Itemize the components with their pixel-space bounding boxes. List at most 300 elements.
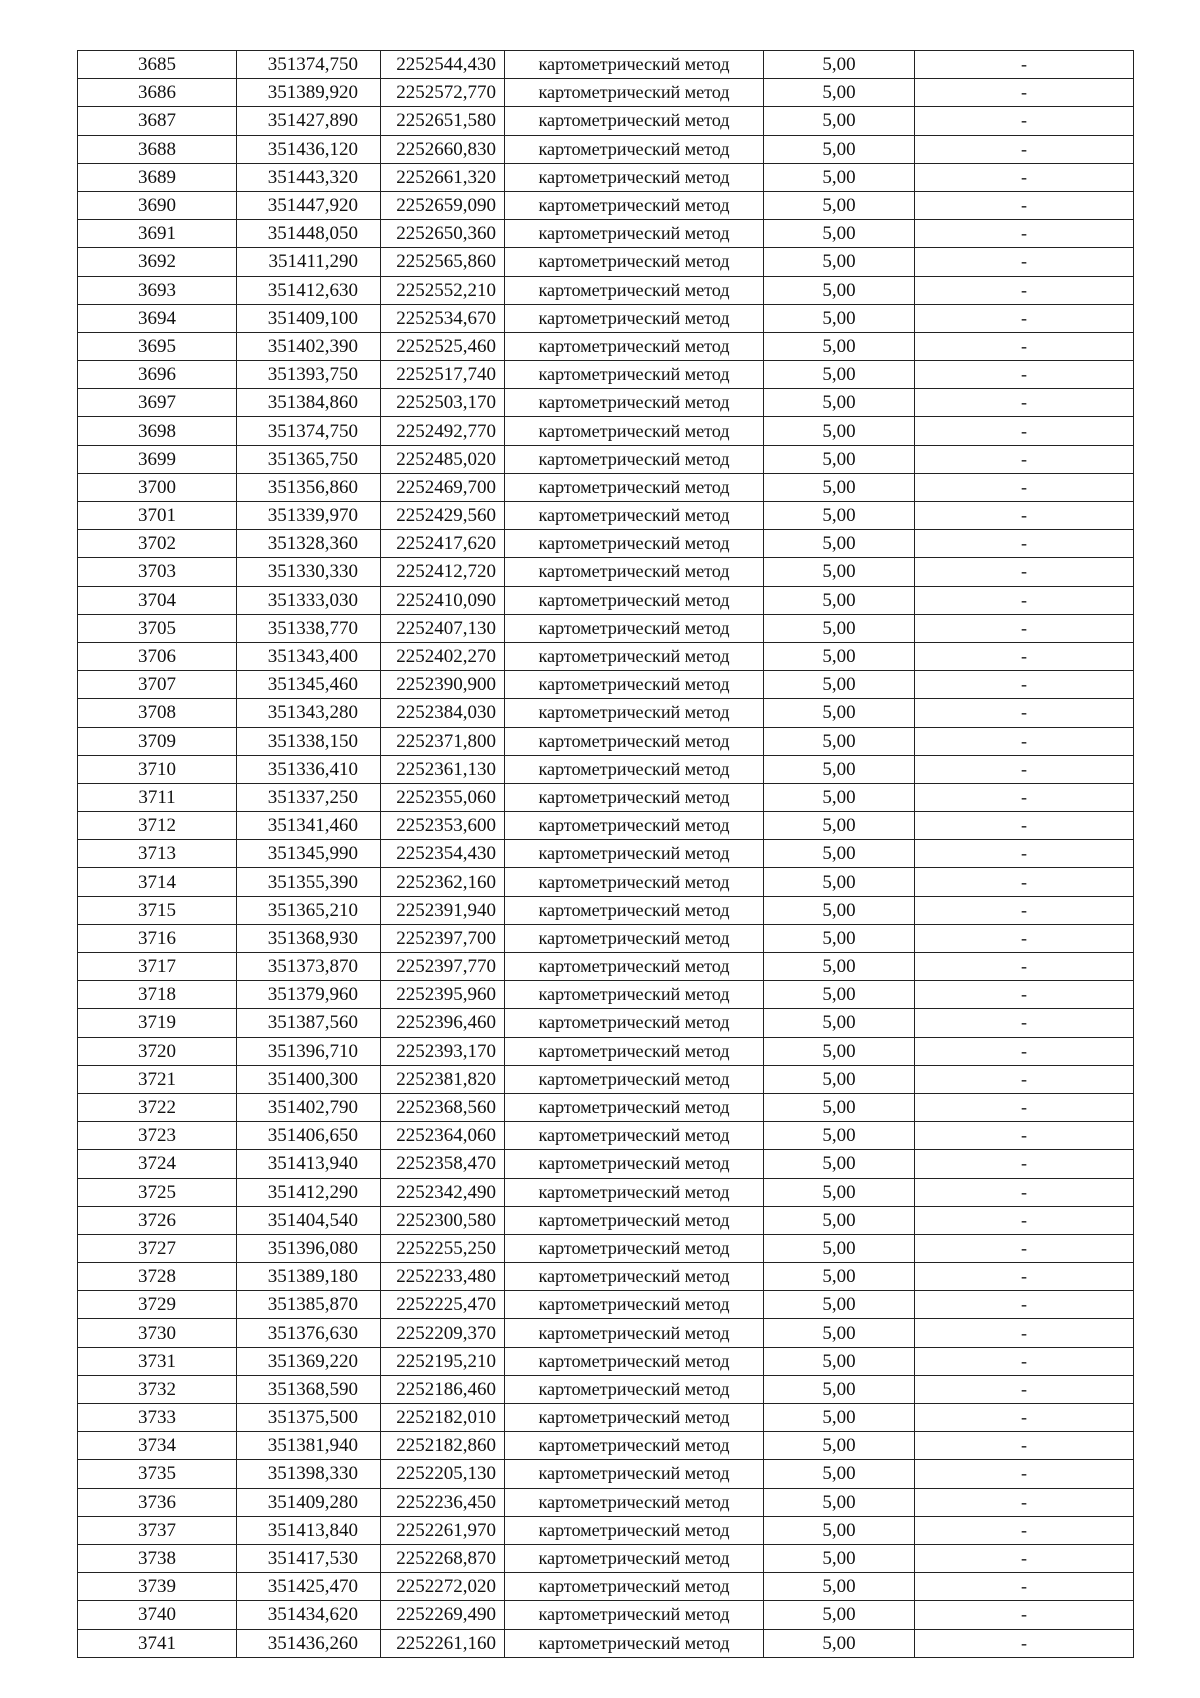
point-number-cell: 3690	[78, 191, 237, 219]
y-coordinate-cell: 2252659,090	[381, 191, 505, 219]
x-coordinate-cell: 351343,280	[237, 699, 381, 727]
method-cell: картометрический метод	[505, 502, 764, 530]
precision-cell: 5,00	[764, 671, 915, 699]
method-cell: картометрический метод	[505, 1122, 764, 1150]
description-cell: -	[915, 1544, 1134, 1572]
point-number-cell: 3715	[78, 896, 237, 924]
x-coordinate-cell: 351365,750	[237, 445, 381, 473]
x-coordinate-cell: 351411,290	[237, 248, 381, 276]
precision-cell: 5,00	[764, 304, 915, 332]
description-cell: -	[915, 812, 1134, 840]
table-row	[78, 727, 1134, 755]
method-cell: картометрический метод	[505, 1319, 764, 1347]
x-coordinate-cell: 351374,750	[237, 417, 381, 445]
precision-cell: 5,00	[764, 699, 915, 727]
precision-cell: 5,00	[764, 1488, 915, 1516]
precision-cell: 5,00	[764, 586, 915, 614]
precision-cell: 5,00	[764, 558, 915, 586]
y-coordinate-cell: 2252407,130	[381, 614, 505, 642]
precision-cell: 5,00	[764, 389, 915, 417]
method-cell: картометрический метод	[505, 530, 764, 558]
y-coordinate-cell: 2252660,830	[381, 135, 505, 163]
method-cell: картометрический метод	[505, 1544, 764, 1572]
precision-cell: 5,00	[764, 783, 915, 811]
method-cell: картометрический метод	[505, 1178, 764, 1206]
y-coordinate-cell: 2252225,470	[381, 1291, 505, 1319]
point-number-cell: 3727	[78, 1234, 237, 1262]
y-coordinate-cell: 2252354,430	[381, 840, 505, 868]
method-cell: картометрический метод	[505, 107, 764, 135]
point-number-cell: 3716	[78, 924, 237, 952]
x-coordinate-cell: 351330,330	[237, 558, 381, 586]
method-cell: картометрический метод	[505, 1573, 764, 1601]
method-cell: картометрический метод	[505, 191, 764, 219]
description-cell: -	[915, 191, 1134, 219]
x-coordinate-cell: 351379,960	[237, 981, 381, 1009]
x-coordinate-cell: 351387,560	[237, 1009, 381, 1037]
x-coordinate-cell: 351396,080	[237, 1234, 381, 1262]
y-coordinate-cell: 2252353,600	[381, 812, 505, 840]
table-row	[78, 1122, 1134, 1150]
table-row	[78, 304, 1134, 332]
y-coordinate-cell: 2252410,090	[381, 586, 505, 614]
precision-cell: 5,00	[764, 79, 915, 107]
method-cell: картометрический метод	[505, 445, 764, 473]
table-row	[78, 614, 1134, 642]
table-row	[78, 135, 1134, 163]
point-number-cell: 3703	[78, 558, 237, 586]
x-coordinate-cell: 351373,870	[237, 953, 381, 981]
table-row	[78, 107, 1134, 135]
x-coordinate-cell: 351443,320	[237, 163, 381, 191]
description-cell: -	[915, 671, 1134, 699]
y-coordinate-cell: 2252255,250	[381, 1234, 505, 1262]
description-cell: -	[915, 220, 1134, 248]
point-number-cell: 3706	[78, 642, 237, 670]
y-coordinate-cell: 2252182,010	[381, 1404, 505, 1432]
table-row	[78, 642, 1134, 670]
point-number-cell: 3693	[78, 276, 237, 304]
point-number-cell: 3728	[78, 1263, 237, 1291]
table-row	[78, 1065, 1134, 1093]
precision-cell: 5,00	[764, 445, 915, 473]
method-cell: картометрический метод	[505, 1404, 764, 1432]
y-coordinate-cell: 2252186,460	[381, 1375, 505, 1403]
description-cell: -	[915, 1432, 1134, 1460]
y-coordinate-cell: 2252364,060	[381, 1122, 505, 1150]
method-cell: картометрический метод	[505, 1516, 764, 1544]
description-cell: -	[915, 1319, 1134, 1347]
point-number-cell: 3737	[78, 1516, 237, 1544]
description-cell: -	[915, 530, 1134, 558]
point-number-cell: 3699	[78, 445, 237, 473]
method-cell: картометрический метод	[505, 727, 764, 755]
y-coordinate-cell: 2252371,800	[381, 727, 505, 755]
x-coordinate-cell: 351374,750	[237, 51, 381, 79]
precision-cell: 5,00	[764, 1601, 915, 1629]
table-row	[78, 699, 1134, 727]
x-coordinate-cell: 351413,940	[237, 1150, 381, 1178]
y-coordinate-cell: 2252342,490	[381, 1178, 505, 1206]
point-number-cell: 3697	[78, 389, 237, 417]
description-cell: -	[915, 981, 1134, 1009]
description-cell: -	[915, 586, 1134, 614]
precision-cell: 5,00	[764, 1432, 915, 1460]
y-coordinate-cell: 2252651,580	[381, 107, 505, 135]
y-coordinate-cell: 2252361,130	[381, 755, 505, 783]
method-cell: картометрический метод	[505, 1234, 764, 1262]
method-cell: картометрический метод	[505, 361, 764, 389]
x-coordinate-cell: 351400,300	[237, 1065, 381, 1093]
description-cell: -	[915, 248, 1134, 276]
x-coordinate-cell: 351413,840	[237, 1516, 381, 1544]
method-cell: картометрический метод	[505, 981, 764, 1009]
method-cell: картометрический метод	[505, 953, 764, 981]
description-cell: -	[915, 1065, 1134, 1093]
table-row	[78, 671, 1134, 699]
method-cell: картометрический метод	[505, 220, 764, 248]
description-cell: -	[915, 1234, 1134, 1262]
x-coordinate-cell: 351355,390	[237, 868, 381, 896]
y-coordinate-cell: 2252412,720	[381, 558, 505, 586]
precision-cell: 5,00	[764, 614, 915, 642]
x-coordinate-cell: 351328,360	[237, 530, 381, 558]
description-cell: -	[915, 1573, 1134, 1601]
table-row	[78, 220, 1134, 248]
description-cell: -	[915, 1009, 1134, 1037]
point-number-cell: 3688	[78, 135, 237, 163]
table-row	[78, 558, 1134, 586]
precision-cell: 5,00	[764, 1347, 915, 1375]
point-number-cell: 3692	[78, 248, 237, 276]
table-row	[78, 1263, 1134, 1291]
point-number-cell: 3713	[78, 840, 237, 868]
y-coordinate-cell: 2252355,060	[381, 783, 505, 811]
table-row	[78, 1460, 1134, 1488]
x-coordinate-cell: 351338,150	[237, 727, 381, 755]
method-cell: картометрический метод	[505, 812, 764, 840]
point-number-cell: 3736	[78, 1488, 237, 1516]
x-coordinate-cell: 351404,540	[237, 1206, 381, 1234]
precision-cell: 5,00	[764, 1037, 915, 1065]
precision-cell: 5,00	[764, 642, 915, 670]
precision-cell: 5,00	[764, 1009, 915, 1037]
table-row	[78, 840, 1134, 868]
point-number-cell: 3695	[78, 332, 237, 360]
x-coordinate-cell: 351402,790	[237, 1093, 381, 1121]
table-row	[78, 276, 1134, 304]
description-cell: -	[915, 1263, 1134, 1291]
table-row	[78, 586, 1134, 614]
x-coordinate-cell: 351343,400	[237, 642, 381, 670]
precision-cell: 5,00	[764, 1375, 915, 1403]
method-cell: картометрический метод	[505, 51, 764, 79]
method-cell: картометрический метод	[505, 699, 764, 727]
precision-cell: 5,00	[764, 896, 915, 924]
y-coordinate-cell: 2252391,940	[381, 896, 505, 924]
precision-cell: 5,00	[764, 248, 915, 276]
table-row	[78, 332, 1134, 360]
method-cell: картометрический метод	[505, 1009, 764, 1037]
precision-cell: 5,00	[764, 924, 915, 952]
precision-cell: 5,00	[764, 417, 915, 445]
y-coordinate-cell: 2252396,460	[381, 1009, 505, 1037]
point-number-cell: 3707	[78, 671, 237, 699]
method-cell: картометрический метод	[505, 558, 764, 586]
coordinates-table	[77, 50, 1134, 1658]
x-coordinate-cell: 351425,470	[237, 1573, 381, 1601]
y-coordinate-cell: 2252395,960	[381, 981, 505, 1009]
table-body	[78, 51, 1134, 1658]
description-cell: -	[915, 1122, 1134, 1150]
x-coordinate-cell: 351389,180	[237, 1263, 381, 1291]
precision-cell: 5,00	[764, 1206, 915, 1234]
description-cell: -	[915, 1178, 1134, 1206]
table-row	[78, 1234, 1134, 1262]
description-cell: -	[915, 1093, 1134, 1121]
point-number-cell: 3709	[78, 727, 237, 755]
x-coordinate-cell: 351339,970	[237, 502, 381, 530]
point-number-cell: 3687	[78, 107, 237, 135]
method-cell: картометрический метод	[505, 1347, 764, 1375]
point-number-cell: 3726	[78, 1206, 237, 1234]
table-row	[78, 1573, 1134, 1601]
description-cell: -	[915, 332, 1134, 360]
description-cell: -	[915, 1601, 1134, 1629]
y-coordinate-cell: 2252661,320	[381, 163, 505, 191]
x-coordinate-cell: 351412,290	[237, 1178, 381, 1206]
y-coordinate-cell: 2252534,670	[381, 304, 505, 332]
description-cell: -	[915, 163, 1134, 191]
table-row	[78, 1206, 1134, 1234]
y-coordinate-cell: 2252492,770	[381, 417, 505, 445]
point-number-cell: 3732	[78, 1375, 237, 1403]
x-coordinate-cell: 351345,460	[237, 671, 381, 699]
point-number-cell: 3730	[78, 1319, 237, 1347]
x-coordinate-cell: 351345,990	[237, 840, 381, 868]
precision-cell: 5,00	[764, 1516, 915, 1544]
point-number-cell: 3725	[78, 1178, 237, 1206]
method-cell: картометрический метод	[505, 868, 764, 896]
description-cell: -	[915, 1488, 1134, 1516]
method-cell: картометрический метод	[505, 304, 764, 332]
point-number-cell: 3708	[78, 699, 237, 727]
x-coordinate-cell: 351402,390	[237, 332, 381, 360]
table-row	[78, 1601, 1134, 1629]
table-row	[78, 191, 1134, 219]
y-coordinate-cell: 2252205,130	[381, 1460, 505, 1488]
x-coordinate-cell: 351427,890	[237, 107, 381, 135]
description-cell: -	[915, 361, 1134, 389]
description-cell: -	[915, 840, 1134, 868]
table-row	[78, 445, 1134, 473]
table-row	[78, 163, 1134, 191]
y-coordinate-cell: 2252517,740	[381, 361, 505, 389]
point-number-cell: 3733	[78, 1404, 237, 1432]
x-coordinate-cell: 351448,050	[237, 220, 381, 248]
method-cell: картометрический метод	[505, 614, 764, 642]
y-coordinate-cell: 2252397,770	[381, 953, 505, 981]
description-cell: -	[915, 755, 1134, 783]
table-row	[78, 1319, 1134, 1347]
method-cell: картометрический метод	[505, 332, 764, 360]
table-row	[78, 79, 1134, 107]
y-coordinate-cell: 2252429,560	[381, 502, 505, 530]
precision-cell: 5,00	[764, 840, 915, 868]
method-cell: картометрический метод	[505, 135, 764, 163]
point-number-cell: 3735	[78, 1460, 237, 1488]
x-coordinate-cell: 351434,620	[237, 1601, 381, 1629]
point-number-cell: 3739	[78, 1573, 237, 1601]
point-number-cell: 3719	[78, 1009, 237, 1037]
precision-cell: 5,00	[764, 727, 915, 755]
x-coordinate-cell: 351336,410	[237, 755, 381, 783]
point-number-cell: 3724	[78, 1150, 237, 1178]
x-coordinate-cell: 351337,250	[237, 783, 381, 811]
y-coordinate-cell: 2252552,210	[381, 276, 505, 304]
precision-cell: 5,00	[764, 1122, 915, 1150]
method-cell: картометрический метод	[505, 1037, 764, 1065]
precision-cell: 5,00	[764, 868, 915, 896]
y-coordinate-cell: 2252572,770	[381, 79, 505, 107]
x-coordinate-cell: 351412,630	[237, 276, 381, 304]
point-number-cell: 3701	[78, 502, 237, 530]
method-cell: картометрический метод	[505, 1460, 764, 1488]
precision-cell: 5,00	[764, 1404, 915, 1432]
point-number-cell: 3721	[78, 1065, 237, 1093]
precision-cell: 5,00	[764, 135, 915, 163]
table-row	[78, 868, 1134, 896]
table-row	[78, 1488, 1134, 1516]
y-coordinate-cell: 2252272,020	[381, 1573, 505, 1601]
table-row	[78, 812, 1134, 840]
x-coordinate-cell: 351385,870	[237, 1291, 381, 1319]
precision-cell: 5,00	[764, 953, 915, 981]
method-cell: картометрический метод	[505, 783, 764, 811]
point-number-cell: 3710	[78, 755, 237, 783]
y-coordinate-cell: 2252268,870	[381, 1544, 505, 1572]
y-coordinate-cell: 2252397,700	[381, 924, 505, 952]
point-number-cell: 3689	[78, 163, 237, 191]
method-cell: картометрический метод	[505, 276, 764, 304]
x-coordinate-cell: 351436,120	[237, 135, 381, 163]
point-number-cell: 3723	[78, 1122, 237, 1150]
point-number-cell: 3698	[78, 417, 237, 445]
precision-cell: 5,00	[764, 1150, 915, 1178]
precision-cell: 5,00	[764, 1065, 915, 1093]
method-cell: картометрический метод	[505, 1601, 764, 1629]
x-coordinate-cell: 351375,500	[237, 1404, 381, 1432]
method-cell: картометрический метод	[505, 1375, 764, 1403]
point-number-cell: 3704	[78, 586, 237, 614]
precision-cell: 5,00	[764, 530, 915, 558]
table-row	[78, 1291, 1134, 1319]
precision-cell: 5,00	[764, 1234, 915, 1262]
precision-cell: 5,00	[764, 276, 915, 304]
description-cell: -	[915, 1206, 1134, 1234]
description-cell: -	[915, 924, 1134, 952]
table-row	[78, 530, 1134, 558]
table-row	[78, 1037, 1134, 1065]
table-row	[78, 1516, 1134, 1544]
method-cell: картометрический метод	[505, 1150, 764, 1178]
precision-cell: 5,00	[764, 473, 915, 501]
y-coordinate-cell: 2252525,460	[381, 332, 505, 360]
y-coordinate-cell: 2252261,970	[381, 1516, 505, 1544]
table-row	[78, 1629, 1134, 1657]
table-row	[78, 51, 1134, 79]
x-coordinate-cell: 351384,860	[237, 389, 381, 417]
precision-cell: 5,00	[764, 191, 915, 219]
precision-cell: 5,00	[764, 51, 915, 79]
description-cell: -	[915, 1516, 1134, 1544]
y-coordinate-cell: 2252503,170	[381, 389, 505, 417]
y-coordinate-cell: 2252565,860	[381, 248, 505, 276]
point-number-cell: 3738	[78, 1544, 237, 1572]
x-coordinate-cell: 351396,710	[237, 1037, 381, 1065]
description-cell: -	[915, 642, 1134, 670]
description-cell: -	[915, 502, 1134, 530]
y-coordinate-cell: 2252390,900	[381, 671, 505, 699]
y-coordinate-cell: 2252182,860	[381, 1432, 505, 1460]
table-row	[78, 1150, 1134, 1178]
description-cell: -	[915, 473, 1134, 501]
description-cell: -	[915, 445, 1134, 473]
method-cell: картометрический метод	[505, 1206, 764, 1234]
table-row	[78, 1093, 1134, 1121]
precision-cell: 5,00	[764, 107, 915, 135]
method-cell: картометрический метод	[505, 755, 764, 783]
x-coordinate-cell: 351389,920	[237, 79, 381, 107]
table-row	[78, 1404, 1134, 1432]
point-number-cell: 3740	[78, 1601, 237, 1629]
y-coordinate-cell: 2252384,030	[381, 699, 505, 727]
x-coordinate-cell: 351398,330	[237, 1460, 381, 1488]
method-cell: картометрический метод	[505, 248, 764, 276]
x-coordinate-cell: 351365,210	[237, 896, 381, 924]
y-coordinate-cell: 2252195,210	[381, 1347, 505, 1375]
precision-cell: 5,00	[764, 755, 915, 783]
precision-cell: 5,00	[764, 1319, 915, 1347]
description-cell: -	[915, 417, 1134, 445]
method-cell: картометрический метод	[505, 1629, 764, 1657]
description-cell: -	[915, 953, 1134, 981]
x-coordinate-cell: 351381,940	[237, 1432, 381, 1460]
y-coordinate-cell: 2252209,370	[381, 1319, 505, 1347]
point-number-cell: 3705	[78, 614, 237, 642]
y-coordinate-cell: 2252381,820	[381, 1065, 505, 1093]
method-cell: картометрический метод	[505, 896, 764, 924]
y-coordinate-cell: 2252269,490	[381, 1601, 505, 1629]
point-number-cell: 3722	[78, 1093, 237, 1121]
method-cell: картометрический метод	[505, 473, 764, 501]
point-number-cell: 3734	[78, 1432, 237, 1460]
description-cell: -	[915, 1291, 1134, 1319]
description-cell: -	[915, 1404, 1134, 1432]
point-number-cell: 3731	[78, 1347, 237, 1375]
description-cell: -	[915, 783, 1134, 811]
method-cell: картометрический метод	[505, 840, 764, 868]
precision-cell: 5,00	[764, 1460, 915, 1488]
precision-cell: 5,00	[764, 812, 915, 840]
point-number-cell: 3700	[78, 473, 237, 501]
point-number-cell: 3711	[78, 783, 237, 811]
point-number-cell: 3712	[78, 812, 237, 840]
precision-cell: 5,00	[764, 981, 915, 1009]
point-number-cell: 3718	[78, 981, 237, 1009]
description-cell: -	[915, 699, 1134, 727]
y-coordinate-cell: 2252402,270	[381, 642, 505, 670]
